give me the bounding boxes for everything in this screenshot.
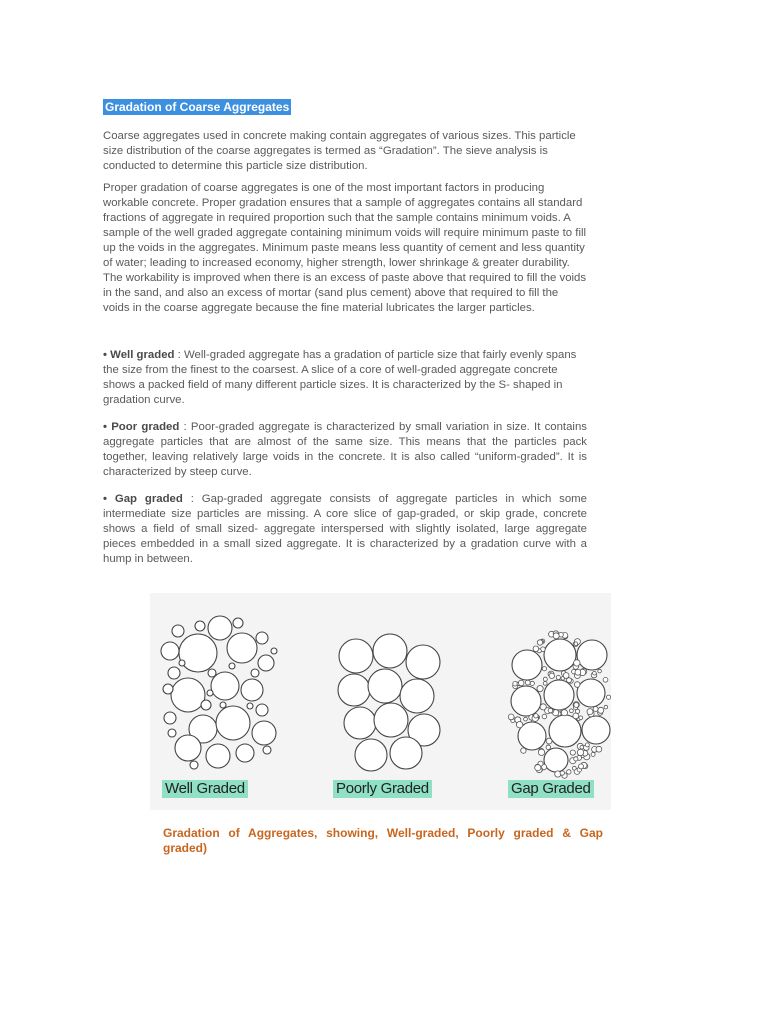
bullet-term: • Well graded — [103, 349, 175, 361]
bullet-poor-graded — [103, 420, 587, 480]
well-graded-label: Well Graded — [162, 780, 248, 798]
well-graded-diagram — [161, 616, 277, 769]
bullet-term: • Gap graded — [103, 493, 183, 505]
intro-paragraph: Coarse aggregates used in concrete making contain aggregates of various sizes. This particle size distribution of the coarse aggregates is termed as “Gradation”. The sieve analysis is conducted to determine this particle size distribution. — [103, 130, 576, 172]
bullet-well-graded — [103, 348, 587, 408]
poorly-graded-label: Poorly Graded — [333, 780, 432, 798]
bullet-text: : Gap-graded aggregate consists of aggregate particles in which some intermediate size particles are missing. A core slice of gap-graded, or skip grade, concrete shows a field of small sized- aggregate interspersed with slightly isolated, large aggregate pieces embedded in a small sized aggregate. It is characterized by a gradation curve with a hump in between. — [103, 493, 587, 565]
aggregate-illustration — [150, 593, 611, 810]
section-heading: Gradation of Coarse Aggregates — [105, 100, 290, 114]
bullet-term: • Poor graded — [103, 421, 180, 433]
figure-caption: Gradation of Aggregates, showing, Well-graded, Poorly graded & Gap graded) — [163, 826, 603, 855]
gradation-paragraph: Proper gradation of coarse aggregates is one of the most important factors in producing workable concrete. Proper gradation ensures that a sample of aggregates contains all standard fractions of aggregate in required proportion such that the sample contains minimum voids. A sample of the well graded aggregate containing minimum voids will require minimum paste to fill up the voids in the aggregates. Minimum paste means less quantity of cement and less quantity of water; leading to increased economy, higher strength, lower shrinkage & greater durability. The workability is improved when there is an excess of paste above that required to fill the voids in the sand, and also an excess of mortar (sand plus cement) above that required to fill the voids in the coarse aggregate because the fine material lubricates the larger particles. — [103, 182, 587, 314]
poorly-graded-diagram — [338, 634, 440, 771]
bullet-text: : Poor-graded aggregate is characterized by small variation in size. It contains aggregate particles that are almost of the same size. This means that the particles pack together, leaving relatively large voids in the concrete. It is also called “uniform-graded”. It is characterized by steep curve. — [103, 421, 587, 478]
gap-graded-label: Gap Graded — [508, 780, 594, 798]
gradation-figure — [150, 593, 611, 810]
bullet-text: : Well-graded aggregate has a gradation of particle size that fairly evenly spans the size from the finest to the coarsest. A slice of a core of well-graded aggregate concrete shows a packed field of many different particle sizes. It is characterized by the S- shaped in gradation curve. — [103, 349, 577, 406]
bullet-gap-graded — [103, 492, 587, 567]
